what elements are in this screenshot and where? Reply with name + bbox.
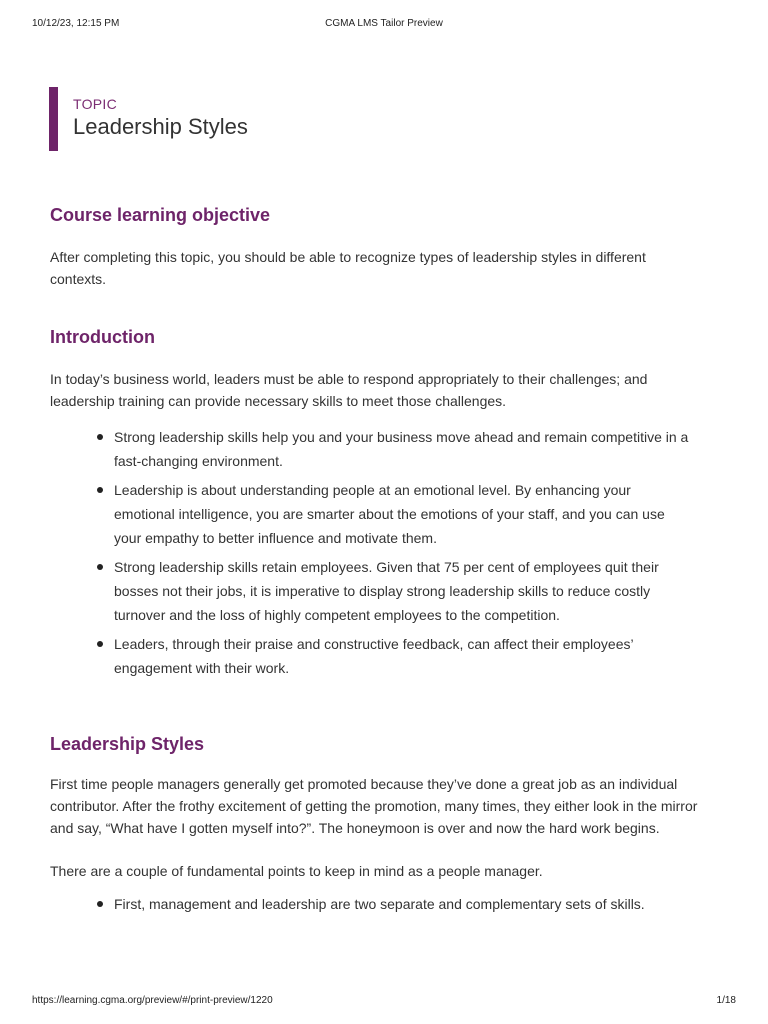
bullet-icon	[97, 434, 103, 440]
bullet-icon	[97, 564, 103, 570]
list-item-text: Leadership is about understanding people at an emotional level. By enhancing your emotional intelligence, you are smarter about the emotions of your staff, and you can use your empathy to better influence and motivate them.	[114, 482, 665, 546]
main-content	[50, 203, 710, 921]
list-item-text: Strong leadership skills retain employees. Given that 75 per cent of employees quit their bosses not their jobs, it is imperative to display strong leadership skills to reduce costly turnover and the loss of highly competent employees to the competition.	[114, 559, 659, 623]
list-item-text: Leaders, through their praise and constructive feedback, can affect their employees’ engagement with their work.	[114, 636, 634, 676]
print-datetime: 10/12/23, 12:15 PM	[32, 18, 120, 29]
print-url: https://learning.cgma.org/preview/#/print-preview/1220	[32, 995, 273, 1006]
introduction-list	[50, 425, 710, 680]
page-number: 1/18	[716, 995, 736, 1006]
introduction-heading: Introduction	[50, 327, 155, 347]
list-item	[114, 555, 710, 627]
leadership-styles-text-2: There are a couple of fundamental points to keep in mind as a people manager.	[50, 863, 543, 879]
leadership-styles-heading: Leadership Styles	[50, 734, 205, 754]
objective-text: After completing this topic, you should be able to recognize types of leadership styles in different contexts.	[50, 249, 646, 287]
topic-label: TOPIC	[73, 96, 118, 112]
list-item	[114, 632, 710, 680]
topic-title: Leadership Styles	[73, 114, 248, 139]
topic-header	[49, 87, 248, 151]
list-item-text: Strong leadership skills help you and your business move ahead and remain competitive in a fast-changing environment.	[114, 429, 689, 469]
list-item-text: First, management and leadership are two separate and complementary sets of skills.	[114, 896, 645, 912]
print-title: CGMA LMS Tailor Preview	[325, 18, 443, 29]
objective-heading: Course learning objective	[50, 205, 271, 225]
bullet-icon	[97, 487, 103, 493]
leadership-styles-text: First time people managers generally get promoted because they’ve done a great job as an individual contributor. After the frothy excitement of getting the promotion, many times, they either look in the mirror and say, “What have I gotten myself into?”. The honeymoon is over and now the hard work begins.	[50, 776, 698, 836]
introduction-text: In today’s business world, leaders must be able to respond appropriately to their challenges; and leadership training can provide necessary skills to meet those challenges.	[50, 371, 648, 409]
bullet-icon	[97, 641, 103, 647]
list-item	[114, 425, 710, 473]
leadership-styles-list	[50, 892, 710, 916]
bullet-icon	[97, 901, 103, 907]
list-item	[114, 478, 710, 550]
list-item	[114, 892, 710, 916]
